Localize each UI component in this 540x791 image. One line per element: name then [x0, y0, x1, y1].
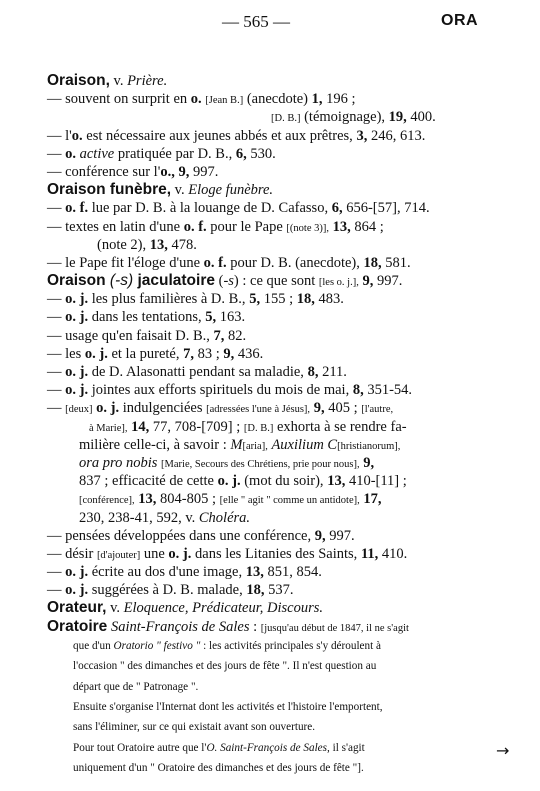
entry-line: — o. j. dans les tentations, 5, 163.	[47, 309, 246, 326]
entry-line: — conférence sur l'o., 9, 997.	[47, 163, 219, 180]
note-line: Ensuite s'organise l'Internat dont les activités et l'histoire l'emportent,	[73, 700, 383, 713]
entry-line: — pensées développées dans une conférence, 9, 997.	[47, 527, 355, 544]
entry-line: — o. j. jointes aux efforts spirituels du mois de mai, 8, 351-54.	[47, 382, 413, 399]
entry-oratoire-head: Oratoire Saint-François de Sales : [jusqu'au début de 1847, il ne s'agit	[47, 617, 409, 635]
entry-line: — l'o. est nécessaire aux jeunes abbés et aux prêtres, 3, 246, 613.	[47, 127, 426, 144]
entry-line: [D. B.] (témoignage), 19, 400.	[271, 109, 436, 126]
entry-oraison-jaculatoire-head: Oraison (-s) jaculatoire (-s) : ce que sont [les o. j.], 9, 997.	[47, 272, 403, 290]
entry-line: 230, 238-41, 592, v. Choléra.	[79, 509, 251, 526]
note-line: uniquement d'un " Oratoire des dimanches et des jours de fête "].	[73, 762, 364, 775]
entry-line: ora pro nobis [Marie, Secours des Chrétiens, prie pour nous], 9,	[79, 454, 375, 471]
entry-oraison-head: Oraison, v. Prière.	[47, 72, 168, 89]
entry-oraison-funebre-head: Oraison funèbre, v. Eloge funèbre.	[47, 181, 274, 199]
entry-line: — [deux] o. j. indulgenciées [adressées l'une à Jésus], 9, 405 ; [l'autre,	[47, 400, 394, 417]
entry-line: — le Pape fit l'éloge d'une o. f. pour D. B. (anecdote), 18, 581.	[47, 254, 411, 271]
entry-line: [conférence], 13, 804-805 ; [elle " agit " comme un antidote], 17,	[79, 491, 382, 508]
entry-line: — usage qu'en faisait D. B., 7, 82.	[47, 327, 247, 344]
entry-line: — o. j. de D. Alasonatti pendant sa maladie, 8, 211.	[47, 364, 347, 380]
arrow-right-icon: →	[496, 741, 510, 760]
entry-line: à Marie], 14, 77, 708-[709] ; [D. B.] exhorta à se rendre fa-	[89, 418, 407, 435]
note-line: que d'un Oratorio " festivo " : les activités principales s'y déroulent à	[73, 639, 381, 652]
entry-line: 837 ; efficacité de cette o. j. (mot du soir), 13, 410-[11] ;	[79, 473, 407, 490]
entry-line: — les o. j. et la pureté, 7, 83 ; 9, 436.	[47, 345, 264, 362]
entries	[47, 72, 495, 779]
note-line: Pour tout Oratoire autre que l'O. Saint-François de Sales, il s'agit	[73, 741, 365, 754]
entry-line: milière celle-ci, à savoir : M[aria], Auxilium C[hristianorum],	[79, 436, 401, 453]
entry-line: — o. j. suggérées à D. B. malade, 18, 537.	[47, 582, 294, 599]
page-header	[0, 12, 540, 34]
note-line: sans l'éliminer, sur ce qui existait avant son ouverture.	[73, 721, 316, 734]
entry-line: — o. active pratiquée par D. B., 6, 530.	[47, 145, 276, 162]
entry-line: — o. j. écrite au dos d'une image, 13, 851, 854.	[47, 564, 322, 581]
page-number: — 565 —	[222, 12, 290, 31]
running-head: ORA	[441, 12, 479, 29]
entry-line: — o. f. lue par D. B. à la louange de D. Cafasso, 6, 656-[57], 714.	[47, 200, 430, 217]
entry-orateur-head: Orateur, v. Eloquence, Prédicateur, Discours.	[47, 599, 323, 617]
entry-line: — textes en latin d'une o. f. pour le Pape [(note 3)], 13, 864 ;	[47, 218, 384, 235]
entry-line: — désir [d'ajouter] une o. j. dans les Litanies des Saints, 11, 410.	[47, 545, 408, 562]
entry-line: — souvent on surprit en o. [Jean B.] (anecdote) 1, 196 ;	[47, 91, 356, 108]
note-line: l'occasion " des dimanches et des jours de fête ". Il n'est question au	[73, 660, 377, 673]
entry-line: — o. j. les plus familières à D. B., 5, 155 ; 18, 483.	[47, 291, 344, 308]
entry-line: (note 2), 13, 478.	[97, 236, 197, 253]
note-line: départ que de " Patronage ".	[73, 680, 199, 693]
